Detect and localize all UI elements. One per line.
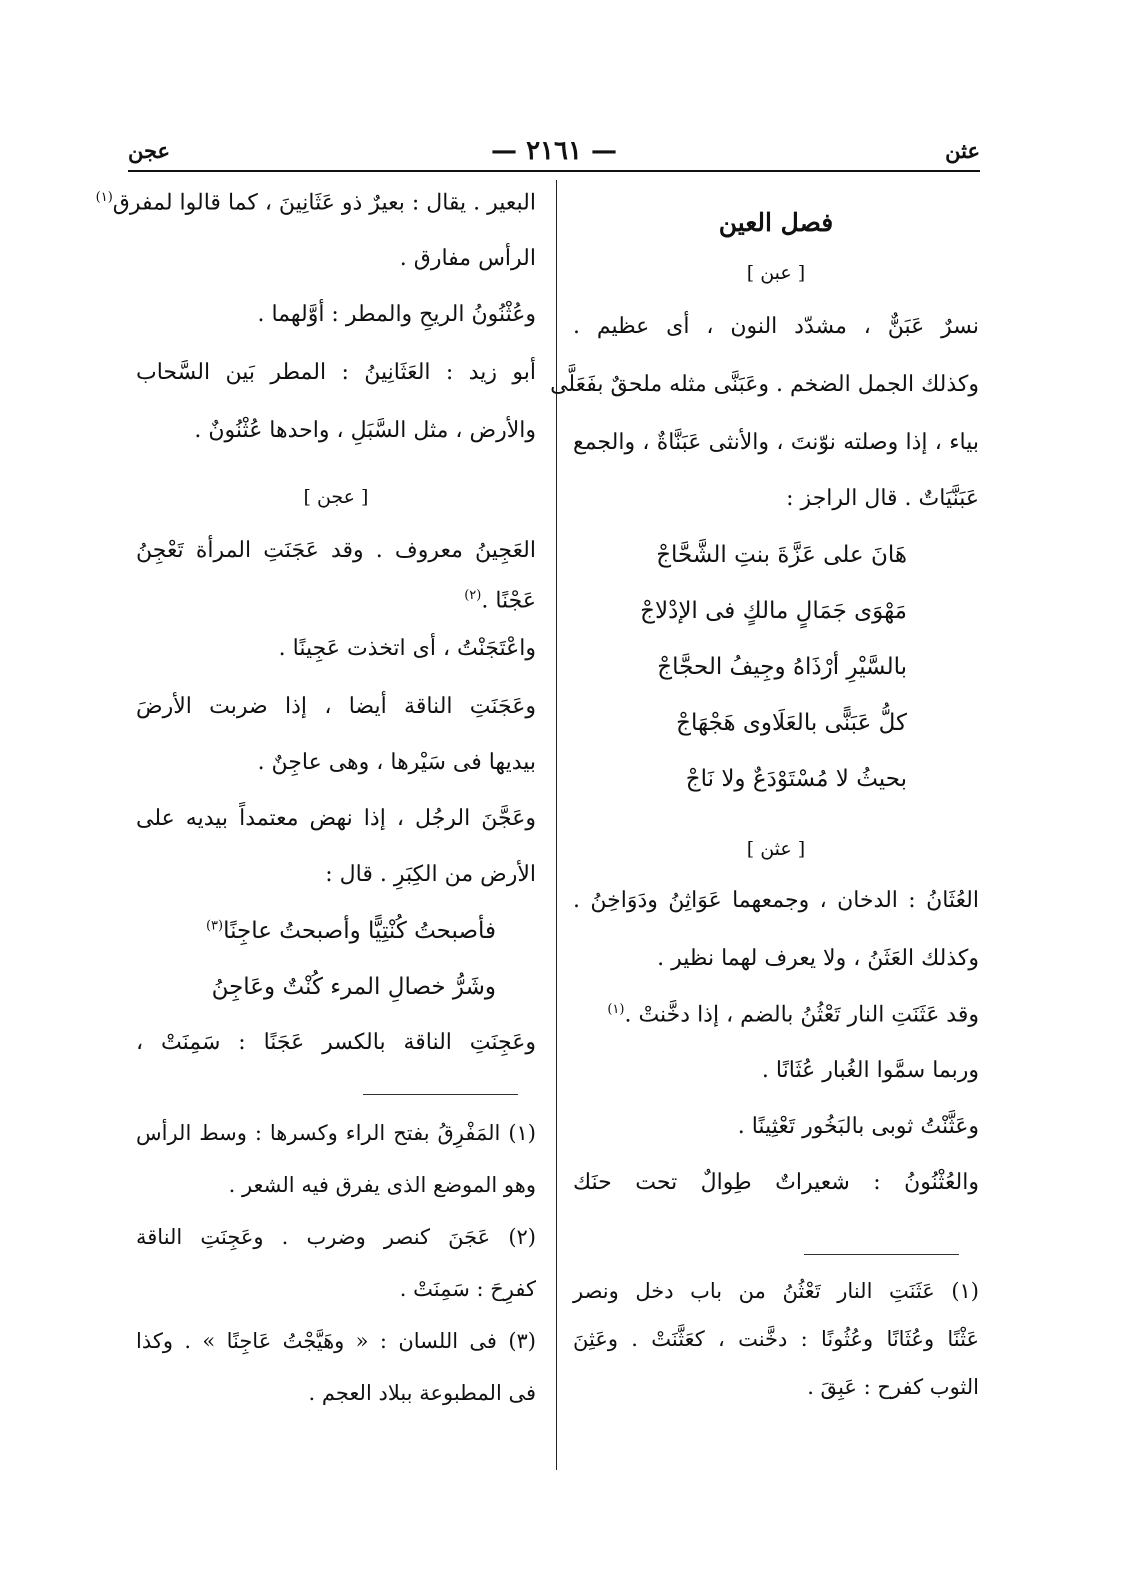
footnote-ref: (١) — [607, 1002, 625, 1017]
right-column — [550, 190, 979, 1423]
footnote-line: (١) عَثَنَتِ النار تَعْثُنُ من باب دخل ونصر — [573, 1279, 979, 1303]
entry-line: نسرٌ عَبَنٌّ ، مشدّد النون ، أى عظيم . — [573, 314, 979, 339]
footnote-line: عَثْنًا وعُثَانًا وعُثُونًا : دخَّنت ، كعَثَّنَتْ . وعَثِنَ — [573, 1327, 979, 1351]
entry-line: عَبَنَّيَاتٌ . قال الراجز : — [786, 486, 979, 511]
entry-line: والعُثْنُونُ : شعيراتٌ طِوالٌ تحت حنَك — [573, 1170, 979, 1195]
entry-athn-continued — [95, 190, 536, 476]
entry-athn-body — [573, 888, 979, 1228]
entry-abn-body — [550, 314, 979, 542]
header-right-word: عثن — [945, 138, 980, 163]
footnote-line: الثوب كفرح : عَبِقَ . — [807, 1375, 979, 1399]
entry-line-text: عَجْنًا . — [481, 588, 536, 614]
entry-line: العَجِينُ معروف . وقد عَجَنَتِ المرأة تَعْجِنُ — [136, 538, 536, 563]
footnote-rule — [363, 1094, 518, 1095]
entry-line: وعُثْنُونُ الريحِ والمطر : أوَّلهما . — [257, 302, 536, 327]
entry-line: العُثَانُ : الدخان ، وجمعهما عَوَاثِنُ ودَوَاخِنُ . — [573, 888, 979, 913]
verse-line: بالسَّيْرِ أرْذَاهُ وجِيفُ الحجَّاجْ — [657, 654, 907, 680]
verse-block — [136, 918, 496, 1030]
header-left-word: عجن — [128, 138, 171, 163]
header-rule — [128, 170, 980, 172]
entry-line: الرأس مفارق . — [399, 246, 536, 271]
left-column — [95, 190, 537, 1433]
entry-line: أبو زيد : العَثَانِينُ : المطر بَين السَّحاب — [136, 360, 536, 385]
entry-head-athn: [ عثن ] — [746, 838, 806, 860]
entry-line: بياء ، إذا وصلته نوّنتَ ، والأنثى عَبَنَّاةٌ ، والجمع — [573, 430, 979, 455]
verse-block — [573, 542, 907, 824]
verse-line: بحيثُ لا مُسْتَوْدَعٌ ولا نَاجْ — [685, 766, 907, 792]
footnote-ref: (٢) — [464, 588, 482, 603]
footnote-line: (٢) عَجَنَ كنصر وضرب . وعَجِنَتِ الناقة — [136, 1225, 536, 1249]
footnote-line: (١) المَفْرِقُ بفتح الراء وكسرها : وسط الرأس — [136, 1121, 536, 1145]
entry-line-text: وقد عَثَنَتِ النار تَعْثُنُ بالضم ، إذا دخَّنتْ . — [624, 1002, 979, 1028]
verse-line: مَهْوَى جَمَالٍ مالكٍ فى الإدْلاجْ — [640, 598, 907, 624]
entry-line: وربما سمَّوا الغُبار عُثَانًا . — [761, 1058, 979, 1083]
entry-line: والأرض ، مثل السَّبَلِ ، واحدها عُثْنُونٌ . — [194, 418, 536, 443]
verse-line: وشَرُّ خصالِ المرء كُنْتٌ وعَاجِنُ — [211, 974, 496, 1000]
page-number: — ٢١٦١ — — [491, 136, 617, 166]
entry-line: بيديها فى سَيْرها ، وهى عاجِنٌ . — [257, 750, 536, 775]
footnotes-right — [573, 1279, 979, 1423]
entry-ajn-body — [136, 538, 536, 918]
footnote-ref: (١) — [95, 190, 113, 205]
entry-line: وعَجِنَتِ الناقة بالكسر عَجَنًا : سَمِنَتْ ، — [136, 1030, 536, 1055]
entry-line — [95, 190, 536, 246]
entry-line — [573, 1002, 979, 1058]
entry-line: واعْتَجَنْتُ ، أى اتخذت عَجِينًا . — [278, 636, 536, 661]
verse-line — [136, 918, 496, 974]
verse-line: كلُّ عَبَنًّى بالعَلَاوى هَجْهَاجْ — [676, 710, 907, 736]
footnote-line: (٣) فى اللسان : « وهَيَّجْتُ عَاجِنًا » . وكذا — [136, 1329, 536, 1353]
entry-line: الأرض من الكِبَرِ . قال : — [325, 862, 536, 887]
footnote-ref: (٣) — [205, 918, 224, 934]
verse-line: هَانَ على عَزَّةَ بنتِ الشَّحَّاجْ — [656, 542, 907, 568]
entry-line — [136, 588, 536, 636]
footnote-line: كفرِحَ : سَمِنَتْ . — [399, 1277, 536, 1301]
entry-line: وعَجَّنَ الرجُل ، إذا نهض معتمداً بيديه على — [136, 806, 537, 831]
footnote-line: وهو الموضع الذى يفرق فيه الشعر . — [228, 1173, 536, 1197]
footnote-rule — [804, 1254, 959, 1255]
footnotes-left — [136, 1121, 536, 1433]
verse-text: فأصبحتُ كُنْتِيًّا وأصبحتُ عاجِنًا — [223, 918, 496, 944]
entry-head-abn: [ عبن ] — [746, 262, 806, 284]
entry-line: وكذلك الجمل الضخم . وعَبَنَّى مثله ملحقٌ بفَعَلَّى — [550, 372, 979, 397]
entry-head-ajn: [ عجن ] — [303, 486, 369, 508]
entry-line: وكذلك العَثَنُ ، ولا يعرف لهما نظير . — [657, 946, 979, 971]
footnote-line: فى المطبوعة ببلاد العجم . — [308, 1381, 536, 1405]
entry-line: وعَثَّنْتُ ثوبى بالبَخُور تَعْثِينًا . — [737, 1114, 979, 1139]
section-title: فصل العين — [718, 208, 834, 237]
entry-line-text: البعير . يقال : بعيرٌ ذو عَثَانِينَ ، كما قالوا لمفرق — [112, 190, 536, 216]
running-header — [128, 138, 980, 172]
entry-line: وعَجَنَتِ الناقة أيضا ، إذا ضربت الأرضَ — [136, 694, 536, 719]
